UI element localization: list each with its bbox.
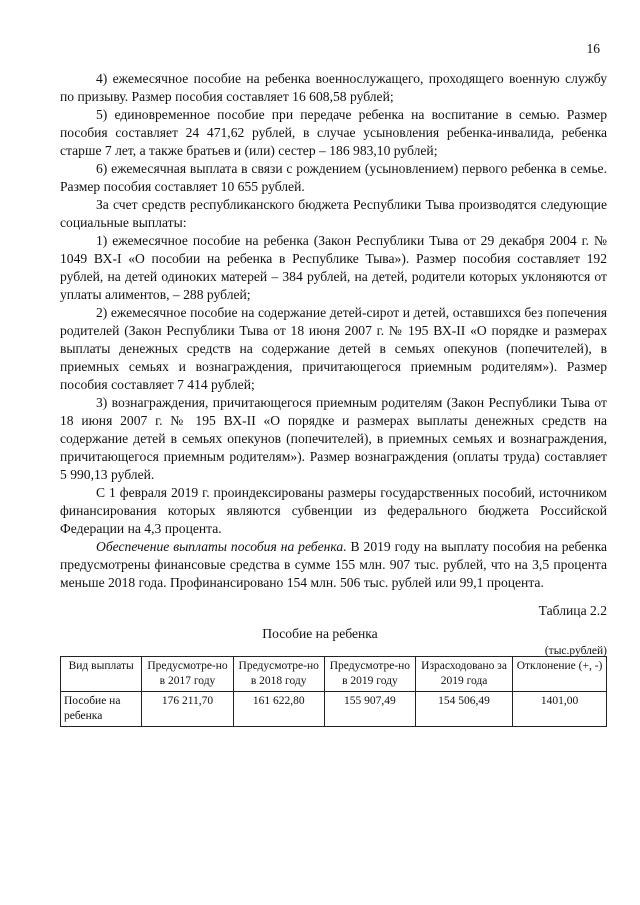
header-planned-2019: Предусмотре-но в 2019 году <box>324 657 415 692</box>
cell-payment-type: Пособие на ребенка <box>61 692 142 727</box>
table-title: Пособие на ребенка <box>262 626 378 641</box>
table-row <box>61 692 607 727</box>
paragraph-5: 1) ежемесячное пособие на ребенка (Закон Республики Тыва от 29 декабря 2004 г. № 1049 ВХ-I «О пособии на ребенка в Республике Тыва»). Размер пособия составляет 192 рублей, на детей одиноких матерей – 384 рублей, на детей, родители которых уклоняются от уплаты алиментов, – 288 рублей; <box>60 233 607 302</box>
cell-planned-2018: 161 622,80 <box>233 692 324 727</box>
paragraph-9-italic-lead: Обеспечение выплаты пособия на ребенка. <box>96 539 347 554</box>
table-header-row <box>61 657 607 692</box>
header-planned-2018: Предусмотре-но в 2018 году <box>233 657 324 692</box>
page-number: 16 <box>586 41 600 56</box>
cell-planned-2017: 176 211,70 <box>142 692 233 727</box>
paragraph-6: 2) ежемесячное пособие на содержание детей-сирот и детей, оставшихся без попечения родителей (Закон Республики Тыва от 18 июня 2007 г. № 195 ВХ-II «О порядке и размерах выплаты денежных средств на содержание детей в семьях опекунов (попечителей), в приемных семьях и вознаграждения, причитающегося приемным родителям»). Размер пособия составляет 7 414 рублей; <box>60 305 607 392</box>
paragraph-3: 6) ежемесячная выплата в связи с рождением (усыновлением) первого ребенка в семье. Размер пособия составляет 10 655 рублей. <box>60 161 607 194</box>
paragraph-8: С 1 февраля 2019 г. проиндексированы размеры государственных пособий, источником финансирования которых являются субвенции из федерального бюджета Российской Федерации на 4,3 процента. <box>60 485 607 536</box>
benefit-table <box>60 656 607 727</box>
table-label: Таблица 2.2 <box>538 603 607 618</box>
paragraph-4: За счет средств республиканского бюджета Республики Тыва производятся следующие социальные выплаты: <box>60 197 607 230</box>
paragraph-1: 4) ежемесячное пособие на ребенка военнослужащего, проходящего военную службу по призыву. Размер пособия составляет 16 608,58 рублей; <box>60 71 607 104</box>
paragraph-2: 5) единовременное пособие при передаче ребенка на воспитание в семью. Размер пособия составляет 24 471,62 рублей, в случае усыновления ребенка-инвалида, ребенка старше 7 лет, а также братьев и (или) сестер – 186 983,10 рублей; <box>60 107 607 158</box>
table-units: (тыс.рублей) <box>544 645 607 657</box>
header-spent-2019: Израсходовано за 2019 года <box>416 657 513 692</box>
paragraph-9 <box>60 538 607 592</box>
header-deviation: Отклонение (+, -) <box>513 657 607 692</box>
paragraph-9-text: В 2019 году на выплату пособия на ребенка предусмотрены финансовые средства в сумме 155 млн. 907 тыс. рублей, что на 3,5 процента меньше 2018 года. Профинансировано 154 млн. 506 тыс. рублей или 99,1 процента. <box>60 539 608 590</box>
paragraph-7: 3) вознаграждения, причитающегося приемным родителям (Закон Республики Тыва от 18 июня 2007 г. № 195 ВХ-II «О порядке и размерах выплаты денежных средств на содержание детей в семьях опекунов (попечителей), в приемных семьях и вознаграждения, причитающегося приемным родителям»). Размер вознаграждения (оплаты труда) составляет 5 990,13 рублей. <box>60 395 607 482</box>
document-body <box>60 70 607 592</box>
header-planned-2017: Предусмотре-но в 2017 году <box>142 657 233 692</box>
cell-deviation: 1401,00 <box>513 692 607 727</box>
cell-planned-2019: 155 907,49 <box>324 692 415 727</box>
header-payment-type: Вид выплаты <box>61 657 142 692</box>
cell-spent-2019: 154 506,49 <box>416 692 513 727</box>
